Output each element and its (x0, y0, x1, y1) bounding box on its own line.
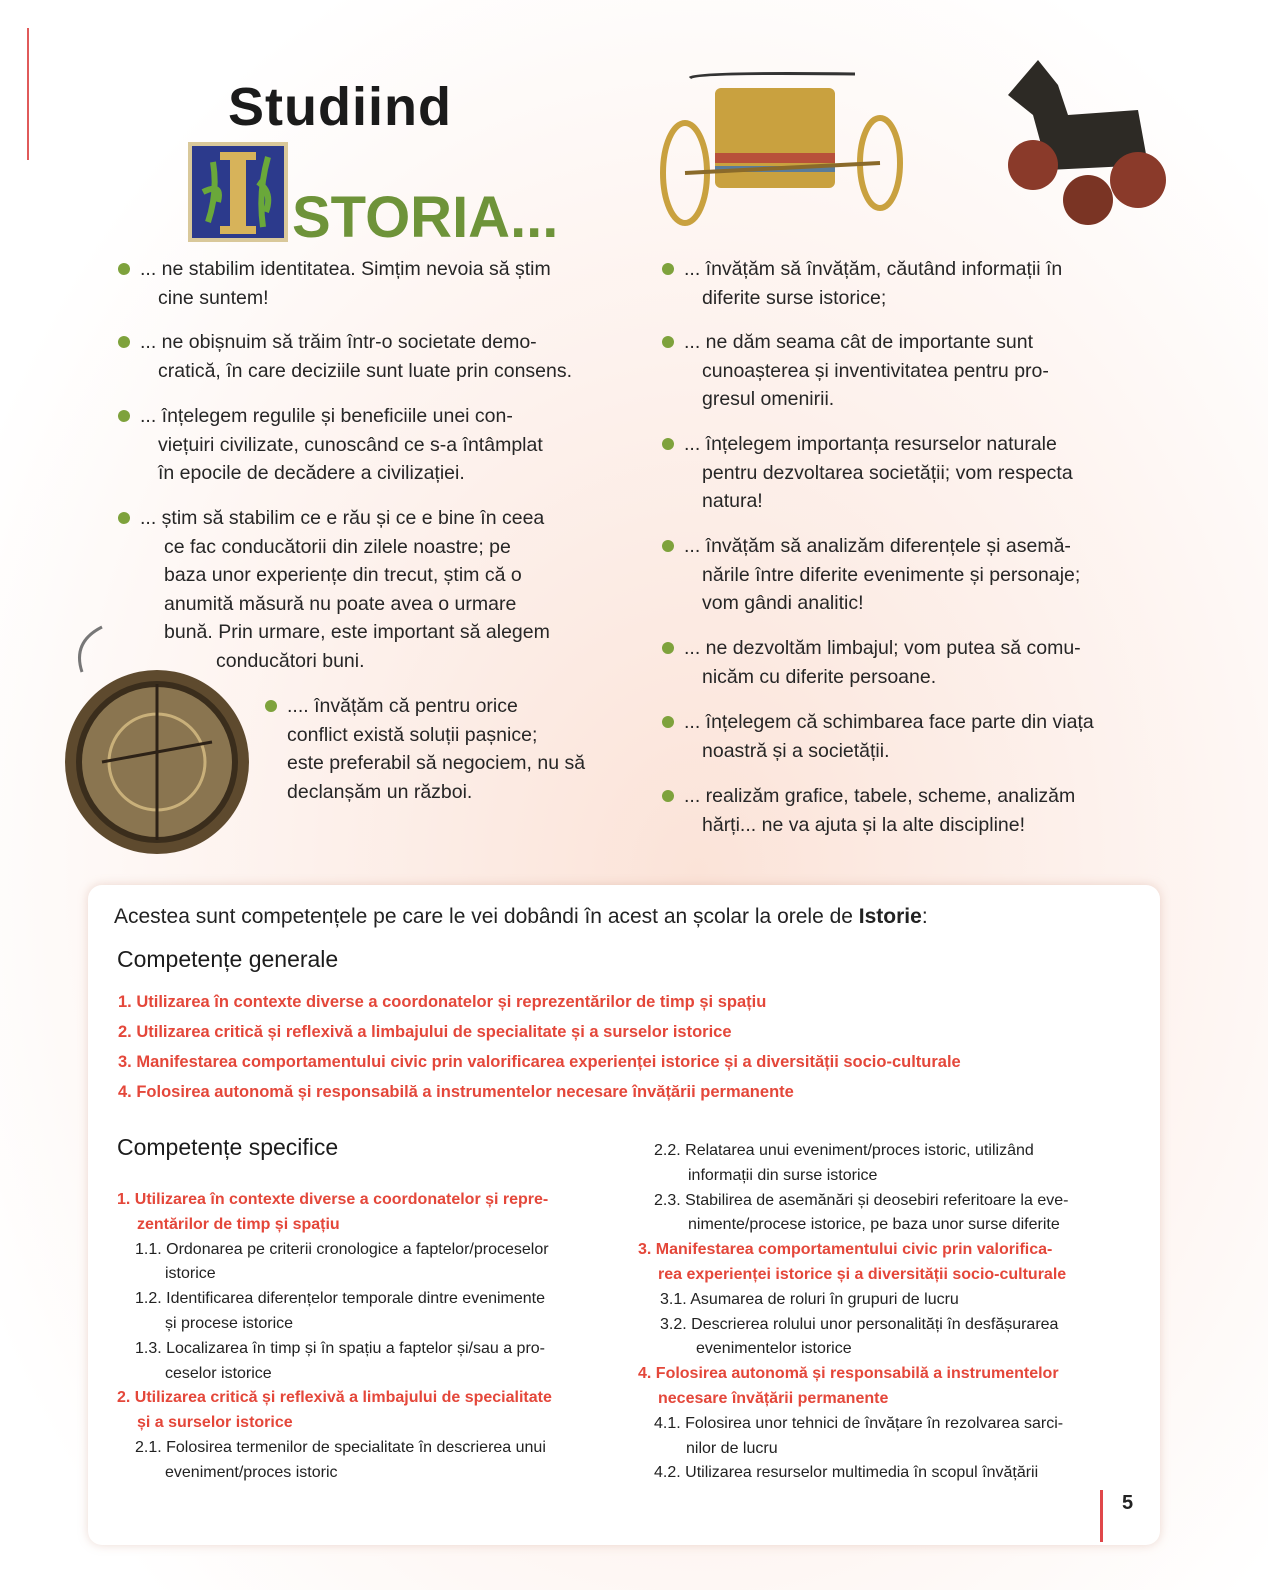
benefit-line: conflict există soluții pașnice; (287, 723, 538, 746)
competence-item: 2.3. Stabilirea de asemănări și deosebiri referitoare la eve- (654, 1191, 1069, 1209)
toy-horse-image (998, 55, 1168, 227)
bullet-icon (118, 512, 130, 524)
competence-item: informații din surse istorice (688, 1166, 878, 1184)
benefit-line: ... realizăm grafice, tabele, scheme, analizăm (684, 785, 1076, 807)
benefit-item (118, 328, 630, 385)
benefit-line: nările între diferite evenimente și personaje; (702, 563, 1081, 586)
benefit-item (662, 255, 1122, 312)
benefit-line: pentru dezvoltarea societății; vom respecta (702, 461, 1073, 484)
bullet-icon (662, 263, 674, 275)
competence-item: nimente/procese istorice, pe baza unor surse diferite (688, 1216, 1060, 1234)
benefit-line: ce fac conducătorii din zilele noastre; pe (164, 535, 511, 558)
benefit-item (265, 692, 605, 806)
benefit-line: ... înțelegem că schimbarea face parte din viața (684, 711, 1094, 733)
benefit-line: ... înțelegem importanța resurselor naturale (684, 433, 1057, 455)
benefit-line: viețuiri civilizate, cunoscând ce s-a întâmplat (158, 433, 543, 456)
competence-heading: 1. Utilizarea în contexte diverse a coordonatelor și repre- (117, 1191, 549, 1208)
competence-item: 1.3. Localizarea în timp și în spațiu a faptelor și/sau a pro- (135, 1339, 545, 1357)
competence-item: 4.2. Utilizarea resurselor multimedia în scopul învățării (654, 1464, 1039, 1482)
benefit-line: ... ne dăm seama cât de importante sunt (684, 331, 1034, 353)
intro-text: Acestea sunt competențele pe care le vei dobândi în acest an școlar la orele de (114, 905, 859, 928)
competence-item: nilor de lucru (686, 1439, 778, 1457)
bullet-icon (265, 700, 277, 712)
benefit-item (662, 430, 1132, 516)
benefit-line: anumită măsură nu poate avea o urmare (164, 592, 517, 615)
benefit-line: este preferabil să negociem, nu să (287, 752, 586, 774)
bullet-icon (662, 790, 674, 802)
intro-end: : (921, 905, 928, 928)
competence-heading: 2. Utilizarea critică și reflexivă a limbajului de specialitate (117, 1389, 552, 1407)
benefit-line: cratică, în care deciziile sunt luate prin consens. (158, 359, 573, 382)
competence-heading: zentărilor de timp și spațiu (137, 1215, 340, 1233)
intro-bold: Istorie (858, 905, 922, 928)
benefit-line: ... învățăm să învățăm, căutând informații în (684, 258, 1063, 280)
specific-left-list (117, 1188, 617, 1486)
benefit-line: vom gândi analitic! (702, 592, 864, 614)
benefit-line: natura! (702, 490, 763, 512)
general-item: 1. Utilizarea în contexte diverse a coordonatelor și reprezentărilor de timp și spațiu (118, 993, 767, 1011)
title-line1: Studiind (228, 77, 452, 137)
benefit-line: ... știm să stabilim ce e rău și ce e bine în ceea (140, 507, 545, 529)
competence-item: 2.1. Folosirea termenilor de specialitate în descrierea unui (135, 1438, 546, 1456)
benefit-line: cunoașterea și inventivitatea pentru pro- (702, 359, 1049, 382)
page-number-bar (1100, 1490, 1103, 1542)
page-number: 5 (1122, 1492, 1134, 1514)
benefit-item (118, 504, 612, 675)
specific-right-list (638, 1139, 1140, 1486)
illuminated-initial-image (188, 142, 288, 242)
benefit-line: conducători buni. (216, 649, 365, 672)
competence-item: și procese istorice (165, 1314, 294, 1332)
benefit-line: cine suntem! (158, 286, 269, 309)
benefit-line: .... învățăm că pentru orice (287, 695, 518, 717)
bullet-icon (118, 336, 130, 348)
margin-line (27, 28, 29, 160)
bullet-icon (118, 263, 130, 275)
benefit-item (118, 402, 598, 488)
bullet-icon (118, 410, 130, 422)
bullet-icon (662, 540, 674, 552)
benefit-line: hărți... ne va ajuta și la alte discipline! (702, 813, 1026, 836)
chariot-image (655, 68, 907, 228)
bullet-icon (662, 438, 674, 450)
bullet-icon (662, 716, 674, 728)
competence-item: istorice (165, 1265, 216, 1283)
competence-item: 2.2. Relatarea unui eveniment/proces istoric, utilizând (654, 1142, 1034, 1159)
benefit-line: ... învățăm să analizăm diferențele și asemă- (684, 535, 1071, 557)
competence-item: evenimentelor istorice (696, 1340, 852, 1358)
competence-item: 4.1. Folosirea unor tehnici de învățare în rezolvarea sarci- (654, 1414, 1064, 1432)
benefit-line: ... ne obișnuim să trăim într-o societate demo- (140, 331, 537, 353)
competence-item: 1.1. Ordonarea pe criterii cronologice a faptelor/proceselor (135, 1240, 549, 1258)
benefit-line: diferite surse istorice; (702, 286, 887, 309)
competence-heading: necesare învățării permanente (658, 1389, 889, 1407)
benefit-line: ... ne stabilim identitatea. Simțim nevoia să știm (140, 258, 551, 280)
general-item: 2. Utilizarea critică și reflexivă a limbajului de specialitate și a surselor istorice (118, 1023, 732, 1041)
benefit-line: gresul omenirii. (702, 388, 835, 410)
benefit-item (662, 634, 1132, 691)
general-item: 3. Manifestarea comportamentului civic prin valorificarea experienței istorice și a diversității socio-culturale (118, 1053, 961, 1071)
general-item: 4. Folosirea autonomă și responsabilă a instrumentelor necesare învățării permanente (118, 1083, 794, 1101)
benefit-item (662, 708, 1162, 765)
general-heading: Competențe generale (117, 946, 339, 972)
benefit-line: noastră și a societății. (702, 739, 890, 762)
competence-heading: și a surselor istorice (137, 1414, 293, 1432)
benefit-item (662, 328, 1102, 414)
benefit-line: bună. Prin urmare, este important să alegem (164, 621, 550, 643)
competence-item: 1.2. Identificarea diferențelor temporale dintre evenimente (135, 1290, 546, 1308)
competence-heading: 4. Folosirea autonomă și responsabilă a instrumentelor (638, 1365, 1059, 1383)
bullet-icon (662, 642, 674, 654)
benefit-item (662, 782, 1112, 839)
bullet-icon (662, 336, 674, 348)
competences-intro (114, 905, 928, 929)
benefit-line: în epocile de decădere a civilizației. (158, 462, 465, 484)
benefit-item (662, 532, 1102, 618)
competence-heading: 3. Manifestarea comportamentului civic prin valorifica- (638, 1241, 1053, 1259)
competence-item: eveniment/proces istoric (165, 1463, 338, 1481)
benefit-line: ... înțelegem regulile și beneficiile unei con- (140, 405, 513, 427)
benefit-line: baza unor experiențe din trecut, știm că o (164, 564, 522, 586)
specific-heading: Competențe specifice (117, 1134, 339, 1160)
benefit-line: nicăm cu diferite persoane. (702, 665, 937, 688)
competence-item: ceselor istorice (165, 1364, 272, 1382)
benefit-line: ... ne dezvoltăm limbajul; vom putea să comu- (684, 637, 1081, 659)
benefit-item (118, 255, 608, 312)
competence-item: 3.2. Descrierea rolului unor personalități în desfășurarea (660, 1315, 1059, 1333)
benefit-line: declanșăm un război. (287, 780, 473, 803)
title-line2: STORIA... (292, 185, 559, 250)
competence-item: 3.1. Asumarea de roluri în grupuri de lucru (660, 1290, 959, 1308)
competence-heading: rea experienței istorice și a diversității socio-culturale (658, 1265, 1067, 1283)
